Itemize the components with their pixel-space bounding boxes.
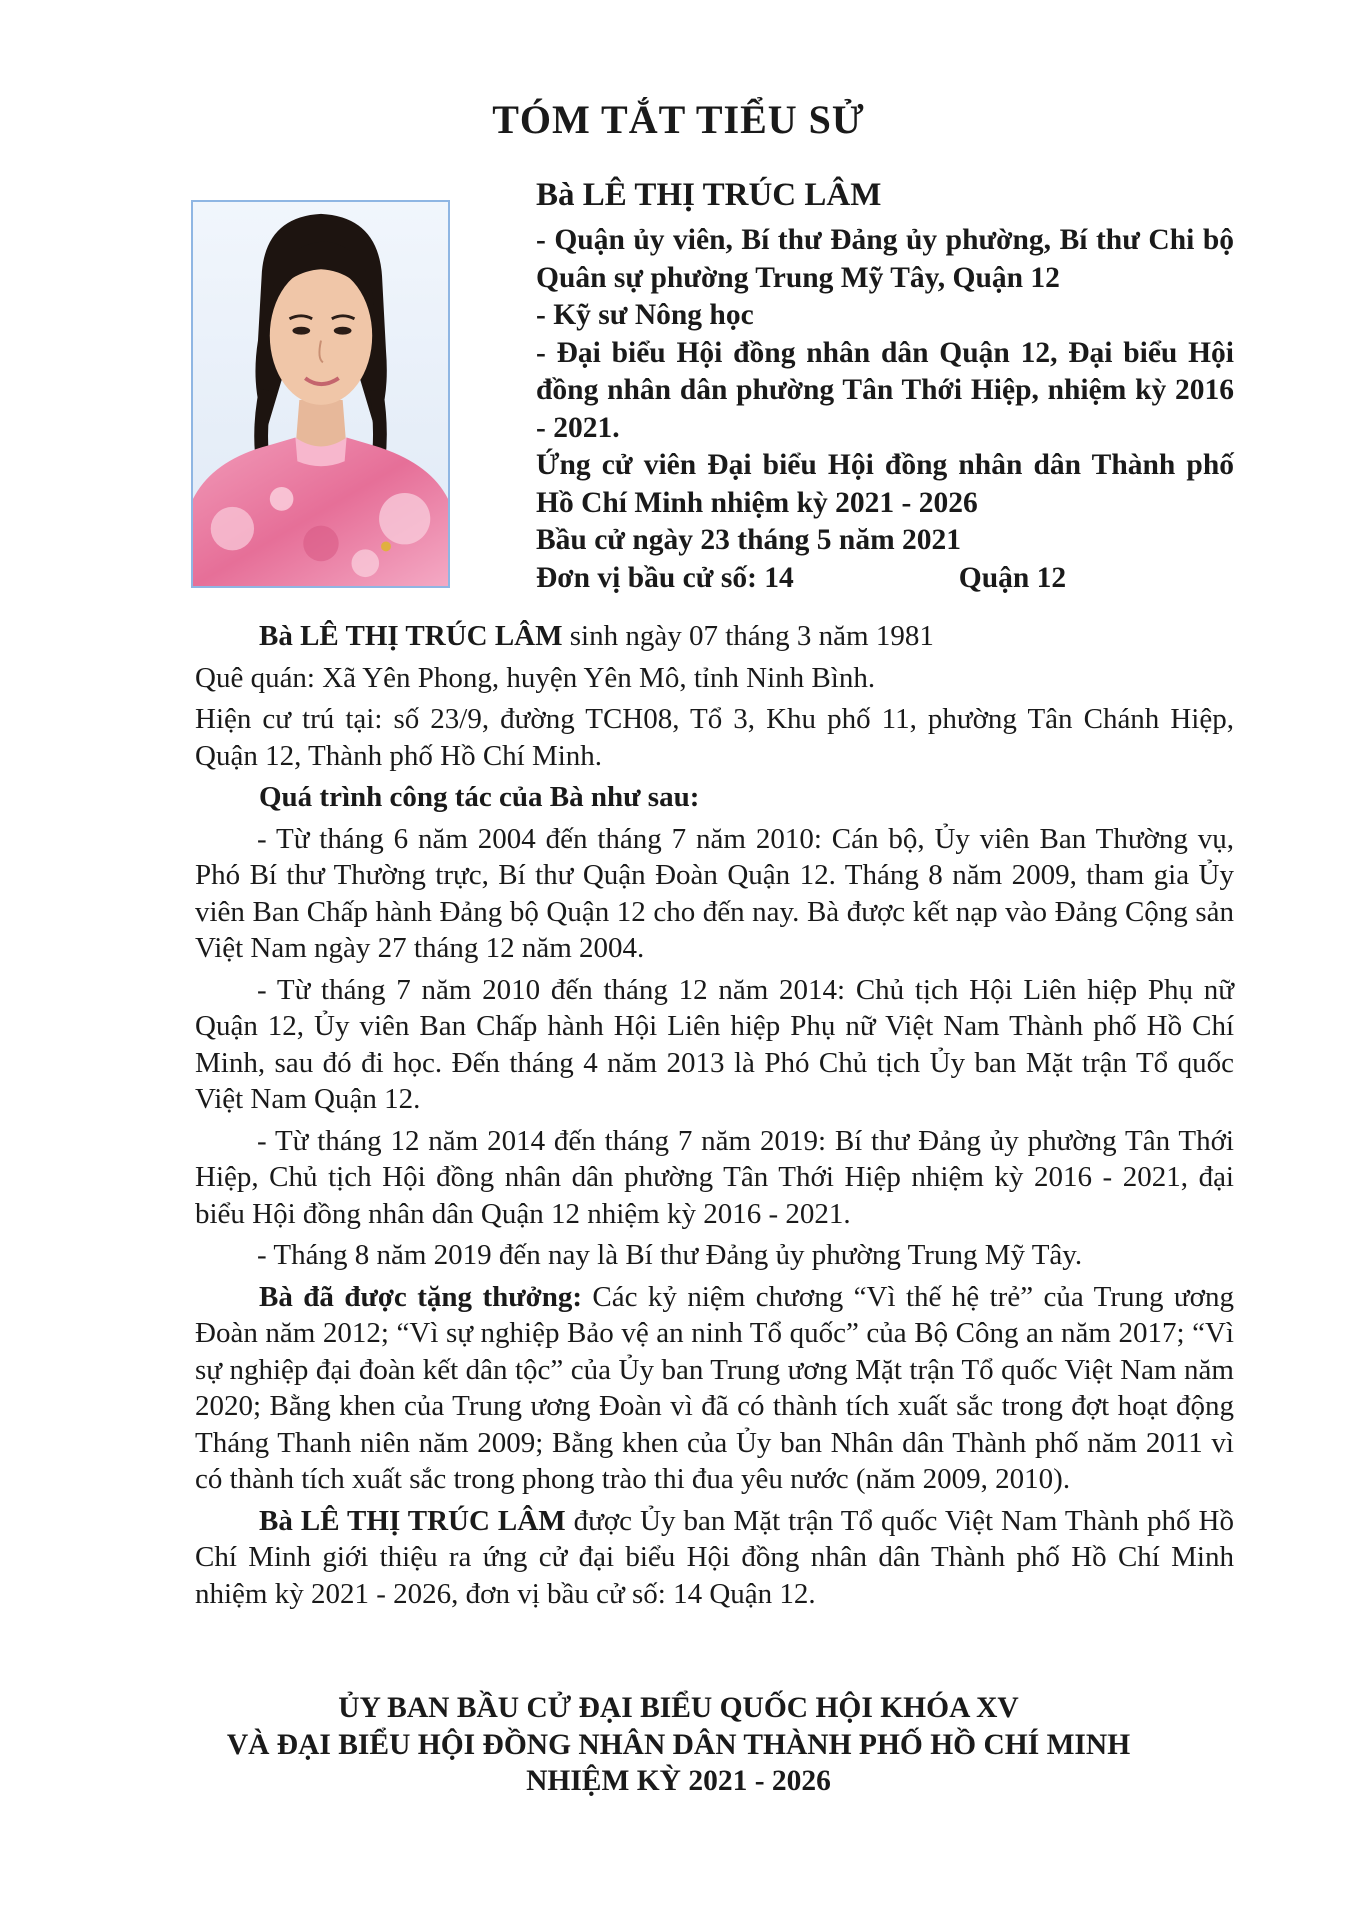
introduction-name: Bà LÊ THỊ TRÚC LÂM xyxy=(259,1504,566,1537)
birth-paragraph xyxy=(195,618,1234,655)
election-date: Bầu cử ngày 23 tháng 5 năm 2021 xyxy=(536,524,962,556)
career-item: - Tháng 8 năm 2019 đến nay là Bí thư Đảng ủy phường Trung Mỹ Tây. xyxy=(257,1239,1083,1271)
residence: Hiện cư trú tại: số 23/9, đường TCH08, Tổ 3, Khu phố 11, phường Tân Chánh Hiệp, Quận 12, Thành phố Hồ Chí Minh. xyxy=(195,703,1234,772)
election-unit: Đơn vị bầu cử số: 14 xyxy=(536,561,794,594)
committee-line-1: ỦY BAN BẦU CỬ ĐẠI BIỂU QUỐC HỘI KHÓA XV xyxy=(338,1692,1019,1724)
career-item: - Từ tháng 12 năm 2014 đến tháng 7 năm 2019: Bí thư Đảng ủy phường Tân Thới Hiệp, Chủ tịch Hội đồng nhân dân phường Tân Thới Hiệp nhiệm kỳ 2016 - 2021, đại biểu Hội đồng nhân dân Quận 12 nhiệm kỳ 2016 - 2021. xyxy=(195,1124,1234,1230)
introduction-paragraph xyxy=(195,1503,1234,1613)
career-item: - Từ tháng 6 năm 2004 đến tháng 7 năm 2010: Cán bộ, Ủy viên Ban Thường vụ, Phó Bí thư Thường trực, Bí thư Quận Đoàn Quận 12. Tháng 8 năm 2009, tham gia Ủy viên Ban Chấp hành Đảng bộ Quận 12 cho đến nay. Bà được kết nạp vào Đảng Cộng sản Việt Nam ngày 27 tháng 12 năm 2004. xyxy=(195,822,1234,964)
awards-label: Bà đã được tặng thưởng: xyxy=(259,1280,582,1313)
committee-line-2: VÀ ĐẠI BIỂU HỘI ĐỒNG NHÂN DÂN THÀNH PHỐ HỒ CHÍ MINH xyxy=(226,1728,1131,1761)
career-item: - Từ tháng 7 năm 2010 đến tháng 12 năm 2014: Chủ tịch Hội Liên hiệp Phụ nữ Quận 12, Ủy viên Ban Chấp hành Hội Liên hiệp Phụ nữ Việt Nam Thành phố Hồ Chí Minh, sau đó đi học. Đến tháng 4 năm 2013 là Phó Chủ tịch Ủy ban Mặt trận Tổ quốc Việt Nam Quận 12. xyxy=(195,973,1234,1115)
introduction-text: được Ủy ban Mặt trận Tổ quốc Việt Nam Thành phố Hồ Chí Minh giới thiệu ra ứng cử đại biểu Hội đồng nhân dân Thành phố Hồ Chí Minh nhiệm kỳ 2021 - 2026, đơn vị bầu cử số: 14 Quận 12. xyxy=(195,1504,1234,1610)
current-delegate-role: - Đại biểu Hội đồng nhân dân Quận 12, Đại biểu Hội đồng nhân dân phường Tân Thới Hiệp, nhiệm kỳ 2016 - 2021. xyxy=(536,336,1234,444)
hometown: Quê quán: Xã Yên Phong, huyện Yên Mô, tỉnh Ninh Bình. xyxy=(195,661,876,694)
issuing-committee xyxy=(0,1690,1357,1800)
awards-paragraph xyxy=(195,1279,1234,1498)
qualification: - Kỹ sư Nông học xyxy=(536,299,754,331)
position-party: - Quận ủy viên, Bí thư Đảng ủy phường, Bí thư Chi bộ Quân sự phường Trung Mỹ Tây, Quận 12 xyxy=(536,224,1234,294)
biography-body xyxy=(195,618,1234,1617)
birth-name: Bà LÊ THỊ TRÚC LÂM xyxy=(259,620,563,652)
candidate-portrait xyxy=(191,200,450,588)
awards-text: Các kỷ niệm chương “Vì thế hệ trẻ” của Trung ương Đoàn năm 2012; “Vì sự nghiệp Bảo vệ an ninh Tổ quốc” của Bộ Công an năm 2017; “Vì sự nghiệp đại đoàn kết dân tộc” của Ủy ban Trung ương Mặt trận Tổ quốc Việt Nam năm 2020; Bằng khen của Trung ương Đoàn vì đã có thành tích xuất sắc trong đợt hoạt động Tháng Thanh niên năm 2009; Bằng khen của Ủy ban Nhân dân Thành phố năm 2011 vì có thành tích xuất sắc trong phong trào thi đua yêu nước (năm 2009, 2010). xyxy=(195,1280,1234,1495)
election-unit-row xyxy=(536,560,1234,598)
document-title: TÓM TẮT TIỂU SỬ xyxy=(492,97,865,142)
election-district: Quận 12 xyxy=(958,561,1067,594)
portrait-illustration xyxy=(193,202,448,586)
career-heading: Quá trình công tác của Bà như sau: xyxy=(259,781,700,813)
candidate-name: Bà LÊ THỊ TRÚC LÂM xyxy=(536,177,882,213)
committee-term: NHIỆM KỲ 2021 - 2026 xyxy=(526,1765,831,1797)
birth-text: sinh ngày 07 tháng 3 năm 1981 xyxy=(562,620,934,652)
candidacy: Ứng cử viên Đại biểu Hội đồng nhân dân Thành phố Hồ Chí Minh nhiệm kỳ 2021 - 2026 xyxy=(536,449,1234,519)
candidate-header xyxy=(536,170,1234,597)
